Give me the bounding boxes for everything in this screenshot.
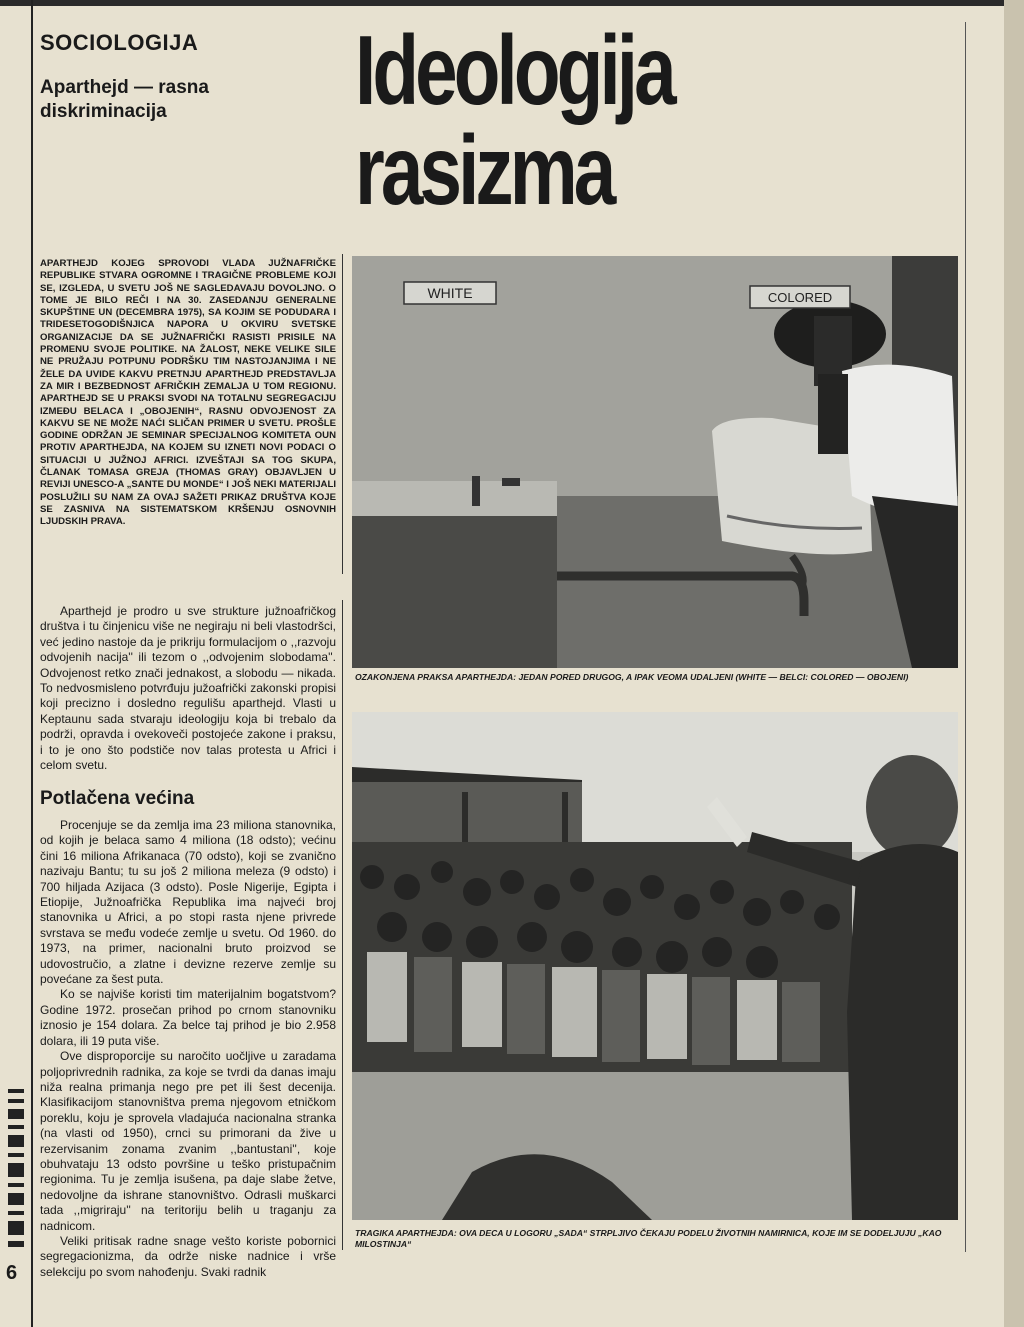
top-band xyxy=(0,0,1024,6)
sign-white: WHITE xyxy=(427,285,473,301)
margin-rule xyxy=(31,0,33,1327)
photo-caption-2: TRAGIKA APARTHEJDA: OVA DECA U LOGORU „SADA“ STRPLJIVO ČEKAJU PODELU ŽIVOTNIH NAMIRNICA, KOJE IM SE DODELJUJU „KAO MILOSTINJA“ xyxy=(355,1228,942,1249)
fountain-photo xyxy=(352,256,958,668)
children-photo-art xyxy=(352,712,958,1220)
body-paragraph: Ko se najviše koristi tim materijalnim bogatstvom? Godine 1972. prosečan prihod po crnom stanovniku iznosio je 154 dolara. Za belce taj prihod je bio 2.958 dolara, ili 19 puta više. xyxy=(40,987,336,1048)
section-heading: Potlačena većina xyxy=(40,788,195,809)
intro-paragraph: APARTHEJD KOJEG SPROVODI VLADA JUŽNAFRIČKE REPUBLIKE STVARA OGROMNE I TRAGIČNE PROBLEME KOJI SE, IZGLEDA, U SVETU JOŠ NE SAGLEDAVAJU DOVOLJNO. O TOME JE BILO REČI I NA 30. ZASEDANJU GENERALNE SKUPŠTINE UN (DECEMBRA 1975), SA KOJIM SE PODUDARA I TRIDESETOGODIŠNJICA NAPORA U OKVIRU SVETSKE ORGANIZACIJE DA SE JUŽNAFRIČKI RASISTI PRISILE NA PROMENU SVOJE POLITIKE. NA ŽALOST, NEKE VELIKE SILE NE PRUŽAJU POTPUNU PODRŠKU TIM NASTOJANJIMA I NE ŽELE DA UVIDE KAKVU PRETNJU APARTHEJD PREDSTAVLJA ZA MIR I BEZBEDNOST AFRIČKIH ZEMALJA U TOM REGIONU. APARTHEJD SE U PRAKSI SVODI NA TOTALNU SEGREGACIJU IZMEĐU BELACA I „OBOJENIH“, RASNU ODVOJENOST ZA KAKVU SE NE MOŽE NAĆI SLIČAN PRIMER U SVETU. PROŠLE GODINE ODRŽAN JE SEMINAR SPECIJALNOG KOMITETA OUN PROTIV APARTHEJDA, NA KOJEM SU IZNETI NOVI PODACI O SITUACIJI U JUŽNOJ AFRICI. IZVEŠTAJI SA TOG SKUPA, ČLANAK TOMASA GREJA (THOMAS GRAY) OBJAVLJEN U REVIJI UNESCO-A „SANTE DU MONDE“ I JOŠ NEKI MATERIJALI POSLUŽILI SU NAM ZA OVAJ SAŽETI PRIKAZ DRUŠTVA KOJE SE ZASNIVA NA SISTEMATSKOM KRŠENJU OSNOVNIH LJUDSKIH PRAVA. xyxy=(40,258,336,528)
children-photo xyxy=(352,712,958,1220)
fountain-photo-art xyxy=(352,256,958,668)
section-label: SOCIOLOGIJA xyxy=(40,30,199,55)
page-edge xyxy=(1004,0,1024,1327)
body-text-2 xyxy=(40,818,336,1280)
article-title xyxy=(355,15,823,225)
magazine-logo xyxy=(4,1085,28,1255)
intro-rule xyxy=(342,254,343,574)
right-rule xyxy=(965,22,966,1252)
subheading: Aparthejd — rasna diskriminacija xyxy=(40,77,209,122)
page-number: 6 xyxy=(6,1262,18,1284)
body-paragraph-1: Aparthejd je prodro u sve strukture južnoafričkog društva i tu činjenicu više ne negiraju ni beli vlastodršci, već jedino nastoje da je prikriju formulacijom o ,,razvoju odvojenih nacija'' ili tezom o ,,odvojenim slobodama''. Odvojenost retko znači jednakost, a slobodu — nikada. To nedvosmisleno potvrđuju južoafrički zakonski propisi koji precizno i dosledno regulišu aparthejd. Vlasti u Keptaunu sada stvaraju ideologiju koja bi trebalo da podrži, opravda i ovekoveči postojeće zakone i praksu, i to je ono što podstiče nov talas protesta u Africi i celom svetu. xyxy=(40,604,336,773)
sign-colored: COLORED xyxy=(767,290,833,305)
title-line-1: Ideologija xyxy=(355,15,673,125)
photo-caption-1: OZAKONJENA PRAKSA APARTHEJDA: JEDAN PORED DRUGOG, A IPAK VEOMA UDALJENI (WHITE — BELCI: COLORED — OBOJENI) xyxy=(355,672,909,682)
body-paragraph: Procenjuje se da zemlja ima 23 miliona stanovnika, od kojih je belaca samo 4 miliona (18 odsto); većinu čini 16 miliona Afrikanaca (70 odsto), koji se zvanično nazivaju Bantu; tu su još 2 miliona meleza (9 odsto) i 700 hiljada Azijaca (3 odsto). Posle Nigerije, Egipta i Etiopije, Južnoafrička Republika ima najveći broj stanovnika u Africi, a po stopi rasta njene privrede svrstava se među vodeće zemlje u svetu. Od 1960. do 1973, na primer, nacionalni bruto proizvod se udovostručio, a zlatne i devizne rezerve zemlje su povećane za šest puta. xyxy=(40,818,336,987)
body-paragraph: Ove disproporcije su naročito uočljive u zaradama poljoprivrednih radnika, za koje se tvrdi da danas imaju niža realna primanja nego pre pet ili šest decenija. Klasifikacijom stanovništva prema njegovom etničkom poreklu, koju je sprovela vladajuća nacionalna stranka (na vlasti od 1950), crnci su primorani da žive u rezervisanim zonama zvanim ,,bantustani'', koje obuhvataju 13 odsto površine u teško pristupačnim regionima. Tu je zemlja isušena, pa daje slabe žetve, nedovoljne da ishrane stanovništvo. Odrasli muškarci tada ,,migriraju'' na teritoriju belih u traganju za nadnicom. xyxy=(40,1049,336,1233)
title-line-2: rasizma xyxy=(355,115,613,225)
column-rule xyxy=(342,600,343,1250)
body-paragraph: Veliki pritisak radne snage vešto koriste pobornici segregacionizma, da održe niske nadnice i vrše selekciju po svom nahođenju. Svaki radnik xyxy=(40,1233,336,1279)
